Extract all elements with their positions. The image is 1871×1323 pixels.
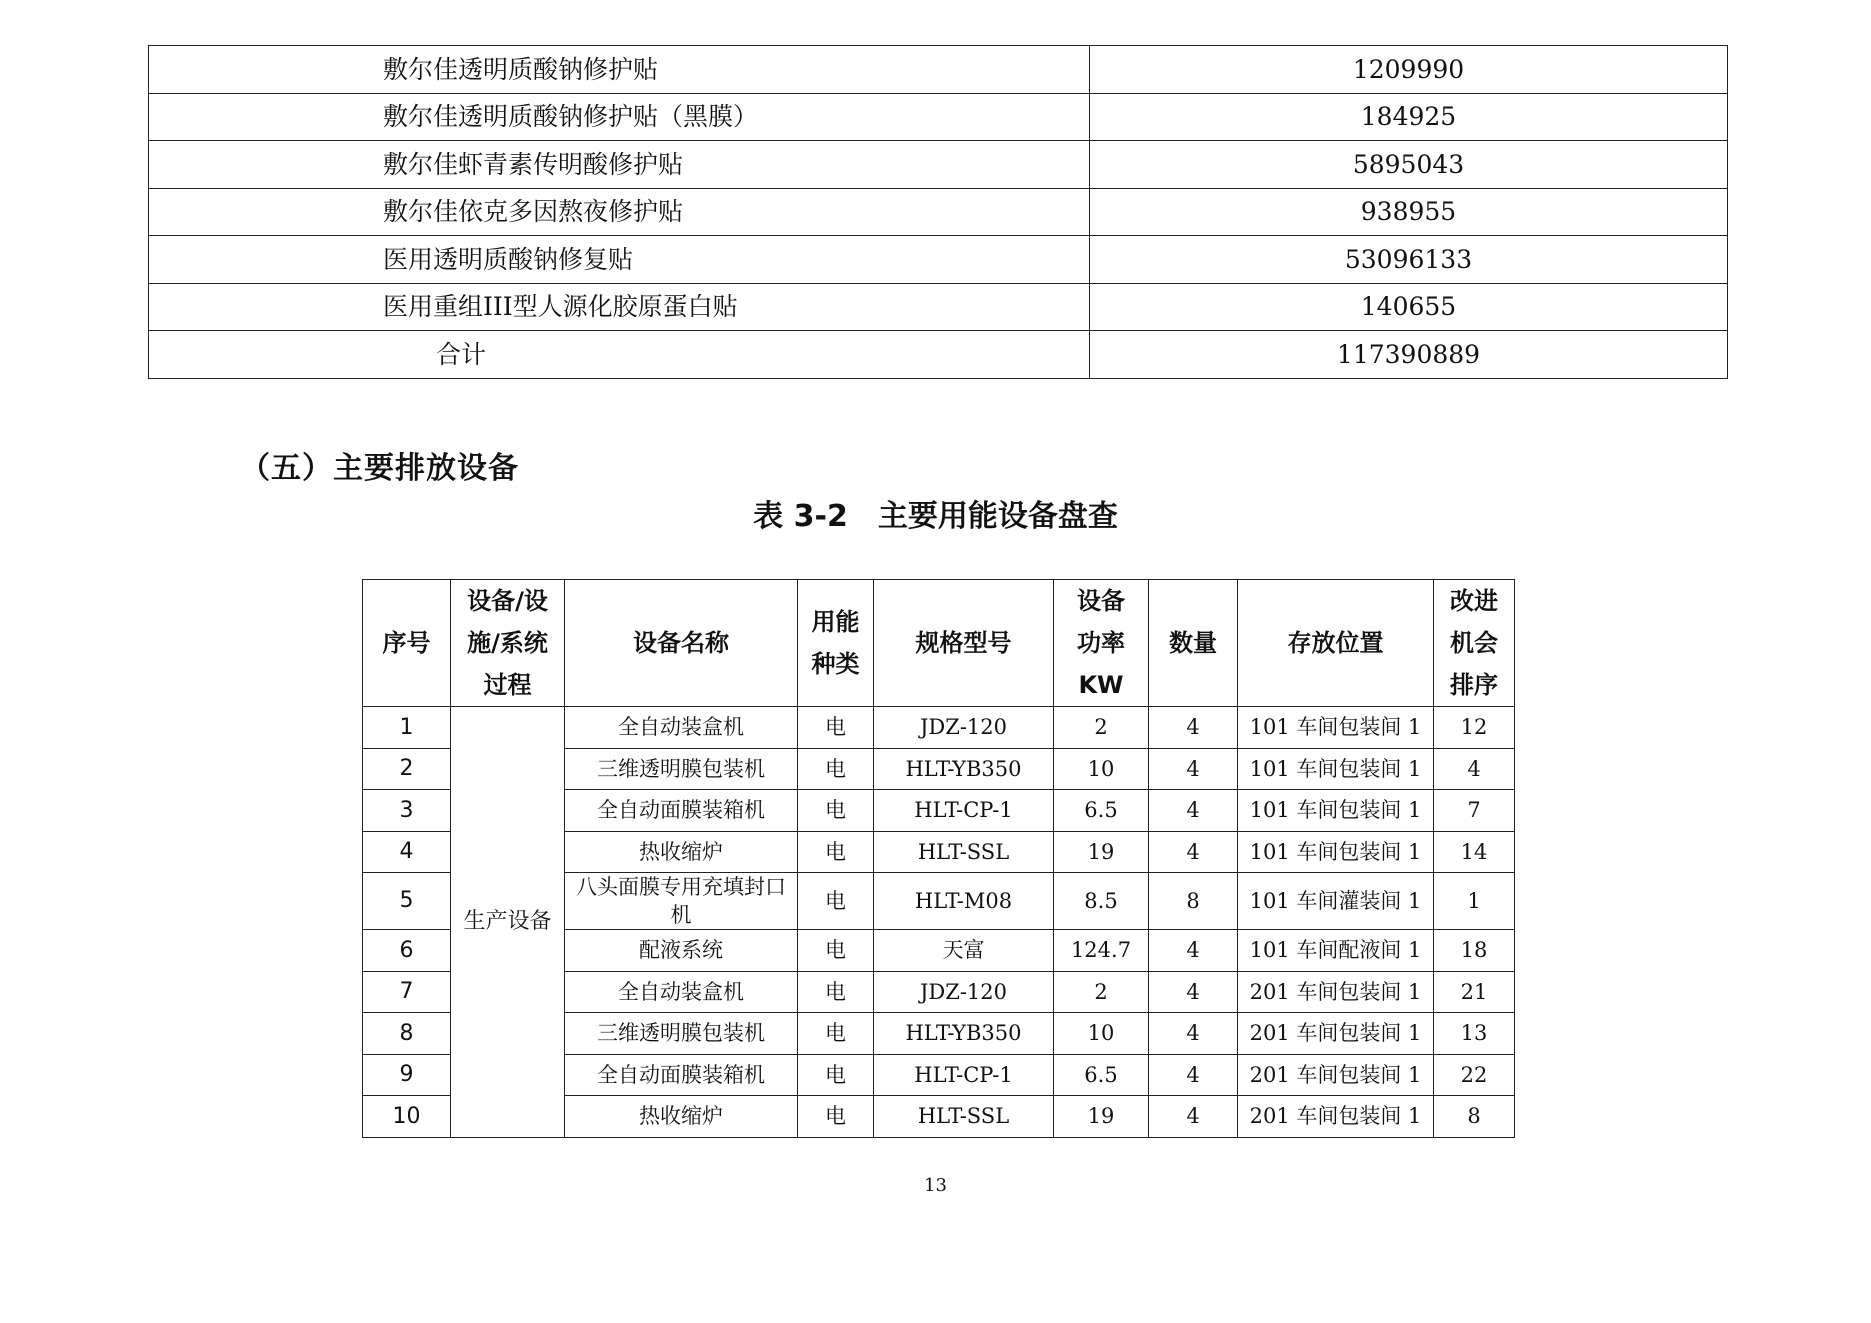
product-value-cell: 1209990 [1090,46,1728,94]
equipment-name: 全自动面膜装箱机 [565,1054,798,1096]
header-index: 序号 [363,580,451,707]
power-kw: 19 [1054,1096,1149,1138]
energy-type: 电 [798,831,874,873]
model-spec: HLT-YB350 [874,748,1054,790]
location: 101 车间包装间 1 [1238,748,1434,790]
power-kw: 19 [1054,831,1149,873]
header-rank-line: 排序 [1450,671,1498,699]
equipment-name: 配液系统 [565,930,798,972]
table-header-row [363,580,1515,707]
product-value-cell: 5895043 [1090,141,1728,189]
row-index: 7 [363,971,451,1013]
product-value-cell: 53096133 [1090,236,1728,284]
header-energy-line: 用能 [811,608,860,636]
header-rank-line: 机会 [1450,629,1498,657]
header-category-line: 施/系统 [467,629,548,657]
row-index: 9 [363,1054,451,1096]
model-spec: HLT-SSL [874,1096,1054,1138]
product-value-cell: 938955 [1090,188,1728,236]
header-name: 设备名称 [565,580,798,707]
energy-type: 电 [798,971,874,1013]
header-energy-line: 种类 [811,650,860,678]
location: 201 车间包装间 1 [1238,1013,1434,1055]
improvement-rank: 1 [1434,873,1515,930]
product-value-cell: 140655 [1090,283,1728,331]
table-row [149,236,1728,284]
location: 101 车间包装间 1 [1238,790,1434,832]
model-spec: HLT-CP-1 [874,1054,1054,1096]
improvement-rank: 13 [1434,1013,1515,1055]
row-index: 10 [363,1096,451,1138]
power-kw: 10 [1054,1013,1149,1055]
row-index: 3 [363,790,451,832]
equipment-table [362,579,1515,1138]
power-kw: 10 [1054,748,1149,790]
row-index: 5 [363,873,451,930]
table-row [363,707,1515,749]
model-spec: HLT-SSL [874,831,1054,873]
energy-type: 电 [798,790,874,832]
total-label-cell: 合计 [149,331,1090,379]
header-power-line: 设备 [1077,587,1125,615]
header-power-line: KW [1078,671,1124,699]
header-power [1054,580,1149,707]
location: 201 车间包装间 1 [1238,1096,1434,1138]
row-index: 2 [363,748,451,790]
power-kw: 124.7 [1054,930,1149,972]
table-row [149,46,1728,94]
quantity: 4 [1149,930,1238,972]
model-spec: JDZ-120 [874,707,1054,749]
table-row [149,141,1728,189]
location: 101 车间灌装间 1 [1238,873,1434,930]
product-name-cell: 医用透明质酸钠修复贴 [149,236,1090,284]
equipment-name: 三维透明膜包装机 [565,1013,798,1055]
product-name-cell: 医用重组III型人源化胶原蛋白贴 [149,283,1090,331]
header-rank [1434,580,1515,707]
improvement-rank: 7 [1434,790,1515,832]
header-location: 存放位置 [1238,580,1434,707]
improvement-rank: 22 [1434,1054,1515,1096]
header-rank-line: 改进 [1450,587,1498,615]
table-row [149,188,1728,236]
row-index: 4 [363,831,451,873]
table-caption-title: 主要用能设备盘查 [877,499,1118,534]
improvement-rank: 8 [1434,1096,1515,1138]
model-spec: HLT-CP-1 [874,790,1054,832]
group-label-cell: 生产设备 [451,707,565,1138]
row-index: 6 [363,930,451,972]
header-quantity: 数量 [1149,580,1238,707]
improvement-rank: 18 [1434,930,1515,972]
quantity: 4 [1149,1054,1238,1096]
header-category-line: 设备/设 [467,587,548,615]
quantity: 8 [1149,873,1238,930]
model-spec: JDZ-120 [874,971,1054,1013]
quantity: 4 [1149,748,1238,790]
row-index: 1 [363,707,451,749]
header-category [451,580,565,707]
quantity: 4 [1149,971,1238,1013]
power-kw: 2 [1054,707,1149,749]
power-kw: 8.5 [1054,873,1149,930]
improvement-rank: 12 [1434,707,1515,749]
product-value-cell: 184925 [1090,93,1728,141]
section-heading: （五）主要排放设备 [240,451,519,486]
model-spec: HLT-YB350 [874,1013,1054,1055]
table-caption [0,491,1871,535]
total-value-cell: 117390889 [1090,331,1728,379]
equipment-name: 热收缩炉 [565,1096,798,1138]
page-number: 13 [924,1175,947,1196]
energy-type: 电 [798,1096,874,1138]
model-spec: HLT-M08 [874,873,1054,930]
quantity: 4 [1149,1096,1238,1138]
energy-type: 电 [798,707,874,749]
total-row [149,331,1728,379]
energy-type: 电 [798,1054,874,1096]
equipment-name: 全自动面膜装箱机 [565,790,798,832]
location: 101 车间包装间 1 [1238,707,1434,749]
header-energy [798,580,874,707]
power-kw: 6.5 [1054,790,1149,832]
equipment-name: 三维透明膜包装机 [565,748,798,790]
product-name-cell: 敷尔佳透明质酸钠修护贴（黑膜） [149,93,1090,141]
quantity: 4 [1149,831,1238,873]
energy-type: 电 [798,873,874,930]
location: 201 车间包装间 1 [1238,1054,1434,1096]
location: 101 车间包装间 1 [1238,831,1434,873]
table-row [149,93,1728,141]
energy-type: 电 [798,1013,874,1055]
location: 201 车间包装间 1 [1238,971,1434,1013]
table-caption-number: 表 3-2 [753,499,848,534]
quantity: 4 [1149,1013,1238,1055]
header-category-line: 过程 [483,671,532,699]
improvement-rank: 14 [1434,831,1515,873]
improvement-rank: 21 [1434,971,1515,1013]
quantity: 4 [1149,707,1238,749]
equipment-name: 全自动装盒机 [565,971,798,1013]
energy-type: 电 [798,930,874,972]
header-model: 规格型号 [874,580,1054,707]
product-name-cell: 敷尔佳虾青素传明酸修护贴 [149,141,1090,189]
improvement-rank: 4 [1434,748,1515,790]
equipment-name: 八头面膜专用充填封口机 [565,873,798,930]
equipment-name: 全自动装盒机 [565,707,798,749]
energy-type: 电 [798,748,874,790]
row-index: 8 [363,1013,451,1055]
location: 101 车间配液间 1 [1238,930,1434,972]
table-row [149,283,1728,331]
header-power-line: 功率 [1077,629,1125,657]
model-spec: 天富 [874,930,1054,972]
product-name-cell: 敷尔佳透明质酸钠修护贴 [149,46,1090,94]
product-quantity-table [148,45,1728,379]
power-kw: 2 [1054,971,1149,1013]
power-kw: 6.5 [1054,1054,1149,1096]
product-name-cell: 敷尔佳依克多因熬夜修护贴 [149,188,1090,236]
equipment-name: 热收缩炉 [565,831,798,873]
quantity: 4 [1149,790,1238,832]
